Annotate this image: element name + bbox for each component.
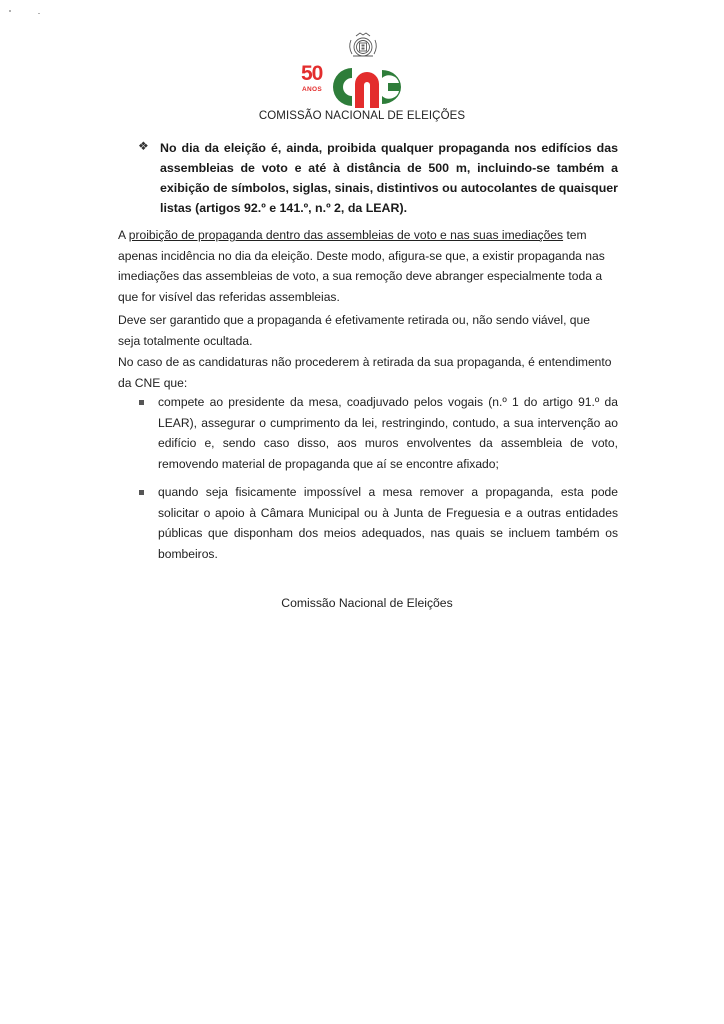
organization-name: COMISSÃO NACIONAL DE ELEIÇÕES bbox=[258, 110, 466, 122]
list-item-text: quando seja fisicamente impossível a mesa remover a propaganda, esta pode solicitar o apoio à Câmara Municipal ou à Junta de Freguesia e a outras entidades públicas que disponham dos meios adequados, nas quais se incluem também os bombeiros. bbox=[158, 485, 618, 561]
cne-50-anos-logo bbox=[298, 62, 410, 112]
paragraph-prohibition-scope bbox=[118, 225, 614, 307]
square-bullet-icon bbox=[139, 400, 144, 405]
coat-of-arms-icon bbox=[346, 32, 380, 60]
list-item bbox=[118, 482, 618, 564]
list-item bbox=[118, 392, 618, 474]
diamond-bullet-icon: ❖ bbox=[138, 139, 149, 153]
signature: Comissão Nacional de Eleições bbox=[281, 596, 453, 610]
logo-anniversary-number: 50 bbox=[301, 62, 323, 85]
paragraph-lead: A bbox=[118, 228, 129, 242]
paragraph-cne-understanding: No caso de as candidaturas não procederem à retirada da sua propaganda, é entendimento da CNE que: bbox=[118, 355, 612, 390]
scan-speck bbox=[38, 13, 40, 14]
paragraph-removal-guarantee: Deve ser garantido que a propaganda é efetivamente retirada ou, não sendo viável, que seja totalmente ocultada. bbox=[118, 313, 590, 348]
underlined-phrase: proibição de propaganda dentro das assembleias de voto e nas suas imediações bbox=[128, 228, 564, 242]
paragraph-rest: tem apenas incidência no dia da eleição. Deste modo, afigura-se que, a existir propaganda nas imediações das assembleias de voto, a sua remoção deve abranger especialmente toda a que for visível das referidas assembleias. bbox=[118, 228, 605, 304]
scan-speck bbox=[9, 10, 11, 12]
cne-logo-icon bbox=[324, 62, 410, 112]
highlight-notice-text: No dia da eleição é, ainda, proibida qualquer propaganda nos edifícios das assembleias de voto e até à distância de 500 m, incluindo-se também a exibição de símbolos, siglas, sinais, distintivos ou autocolantes de quaisquer listas (artigos 92.º e 141.º, n.º 2, da LEAR). bbox=[160, 141, 618, 215]
logo-anniversary-word: ANOS bbox=[302, 86, 322, 93]
highlight-notice bbox=[138, 138, 618, 218]
bullet-list bbox=[118, 392, 618, 572]
square-bullet-icon bbox=[139, 490, 144, 495]
list-item-text: compete ao presidente da mesa, coadjuvado pelos vogais (n.º 1 do artigo 91.º da LEAR), assegurar o cumprimento da lei, restringindo, contudo, a sua intervenção ao edifício e, sendo caso disso, aos muros envolventes da assembleia de voto, removendo material de propaganda que aí se encontre afixado; bbox=[158, 395, 618, 471]
